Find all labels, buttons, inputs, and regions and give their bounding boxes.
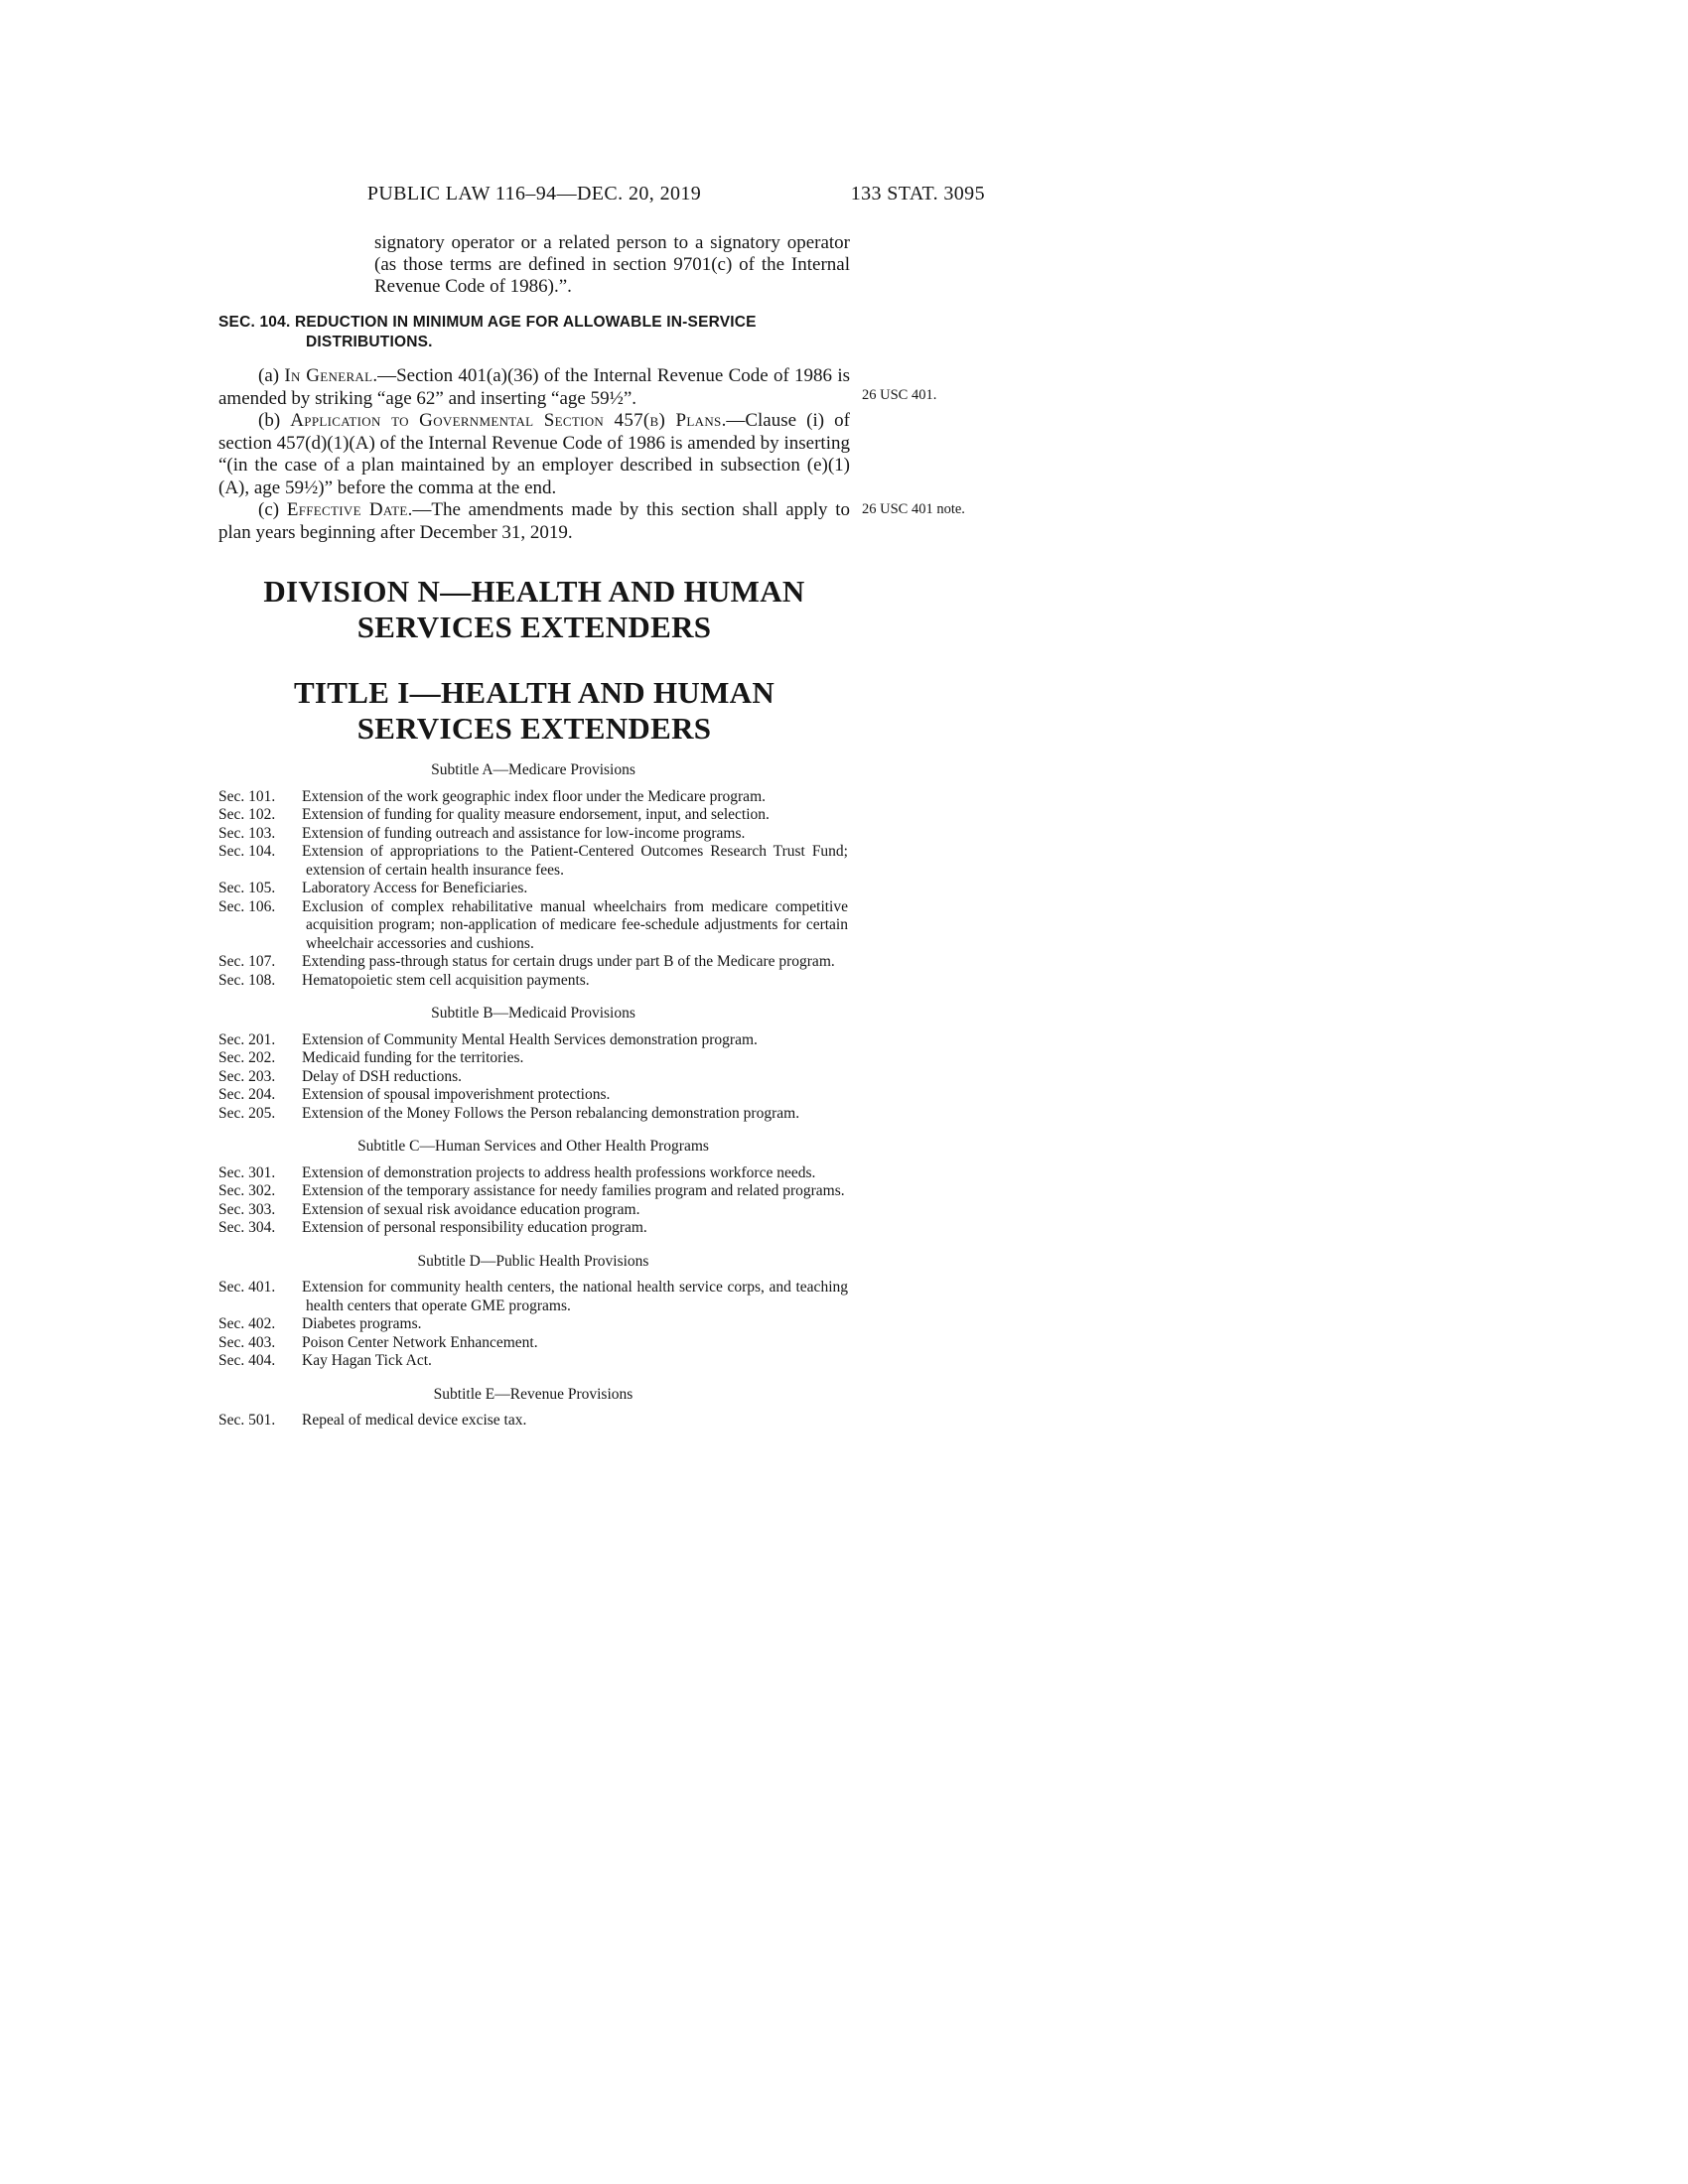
- toc-entry-text: Diabetes programs.: [302, 1315, 422, 1332]
- toc-subtitle-heading: Subtitle E—Revenue Provisions: [433, 1385, 633, 1403]
- page-sheet: [218, 183, 985, 1431]
- paragraph-b-text: [218, 410, 850, 499]
- toc-entry-number: Sec. 102.: [218, 806, 276, 823]
- toc-entry-number: Sec. 301.: [218, 1163, 276, 1181]
- toc-entry: [218, 1412, 848, 1431]
- toc-entry-text: Extension of the work geographic index floor under the Medicare program.: [302, 787, 766, 805]
- toc-entry: [218, 880, 848, 898]
- toc-entry-text: Kay Hagan Tick Act.: [302, 1352, 432, 1369]
- toc-subtitle-heading: Subtitle C—Human Services and Other Health Programs: [357, 1138, 709, 1155]
- quoted-continuation-text: signatory operator or a related person to a signatory operator (as those terms are defined in section 9701(c) of the Internal Revenue Code of 1986).”.: [374, 232, 850, 297]
- table-of-contents: [218, 761, 848, 1431]
- paragraph-b: [218, 410, 985, 499]
- toc-entry-number: Sec. 106.: [218, 897, 276, 915]
- toc-entry: [218, 1086, 848, 1105]
- toc-entry-number: Sec. 108.: [218, 971, 276, 989]
- toc-subtitle-heading: Subtitle A—Medicare Provisions: [431, 761, 635, 778]
- toc-entry: [218, 898, 848, 954]
- toc-group-subtitle-e: [218, 1386, 848, 1431]
- paragraph-a: [218, 365, 985, 410]
- section-104-heading: SEC. 104. REDUCTION IN MINIMUM AGE FOR ALLOWABLE IN-SERVICE DISTRIBUTIONS.: [218, 314, 757, 350]
- toc-group-subtitle-b: [218, 1005, 848, 1123]
- toc-group-subtitle-a: [218, 761, 848, 990]
- toc-entry-text: Extension of spousal impoverishment protections.: [302, 1086, 611, 1103]
- toc-entry-number: Sec. 105.: [218, 880, 276, 896]
- toc-entry-text: Extension of the Money Follows the Person rebalancing demonstration program.: [302, 1104, 800, 1122]
- stat-page-number: 133 STAT. 3095: [850, 183, 985, 205]
- toc-entry-text: Laboratory Access for Beneficiaries.: [302, 880, 528, 896]
- toc-entry-text: Extension of sexual risk avoidance education program.: [302, 1200, 640, 1218]
- paragraph-letter: (c): [258, 499, 280, 520]
- toc-entry-number: Sec. 402.: [218, 1315, 276, 1332]
- toc-entry-number: Sec. 404.: [218, 1352, 276, 1369]
- toc-entry-text: Extension of funding for quality measure endorsement, input, and selection.: [302, 806, 770, 823]
- toc-subtitle-heading: Subtitle B—Medicaid Provisions: [431, 1005, 635, 1022]
- toc-entry-number: Sec. 104.: [218, 843, 276, 860]
- division-n-heading: [218, 574, 850, 645]
- toc-entry-number: Sec. 202.: [218, 1049, 276, 1066]
- toc-entry-text: Extending pass-through status for certain drugs under part B of the Medicare program.: [302, 953, 835, 970]
- title-i-heading: [218, 675, 850, 747]
- toc-entry-text: Medicaid funding for the territories.: [302, 1049, 524, 1066]
- toc-entry-text: Repeal of medical device excise tax.: [302, 1412, 527, 1429]
- toc-entry-number: Sec. 204.: [218, 1086, 276, 1103]
- toc-entry: [218, 1315, 848, 1334]
- paragraph-body: .—The amendments made by this section shall apply to plan years beginning after December 31, 2019.: [218, 499, 851, 543]
- paragraph-body: .—Section 401(a)(36) of the Internal Revenue Code of 1986 is amended by striking “age 62” and inserting “age 59½”.: [218, 365, 850, 409]
- toc-entry-number: Sec. 101.: [218, 787, 276, 805]
- toc-entry-number: Sec. 107.: [218, 953, 276, 970]
- toc-entry: [218, 1201, 848, 1220]
- paragraph-label: In General: [284, 365, 373, 386]
- division-heading-line2: SERVICES EXTENDERS: [356, 610, 712, 644]
- toc-entry: [218, 1068, 848, 1087]
- toc-entry: [218, 1105, 848, 1124]
- toc-entry: [218, 972, 848, 991]
- toc-entry: [218, 1164, 848, 1183]
- toc-entry-number: Sec. 203.: [218, 1067, 276, 1085]
- toc-group-subtitle-d: [218, 1253, 848, 1371]
- toc-entry: [218, 1049, 848, 1068]
- paragraph-a-text: [218, 365, 850, 410]
- title-heading-line2: SERVICES EXTENDERS: [356, 711, 712, 746]
- toc-subtitle-heading: Subtitle D—Public Health Provisions: [417, 1252, 649, 1270]
- toc-entry: [218, 1334, 848, 1353]
- toc-entry-text: Extension for community health centers, the national health service corps, and teaching health centers that operate GME programs.: [302, 1279, 848, 1314]
- toc-entry-number: Sec. 302.: [218, 1182, 276, 1199]
- division-heading-line1: DIVISION N—HEALTH AND HUMAN: [263, 574, 805, 609]
- toc-entry-number: Sec. 201.: [218, 1030, 276, 1048]
- toc-entry: [218, 1219, 848, 1238]
- toc-entry-text: Extension of funding outreach and assistance for low-income programs.: [302, 824, 746, 842]
- toc-entry: [218, 825, 848, 844]
- paragraph-label: Effective Date: [286, 499, 408, 520]
- toc-entry-number: Sec. 304.: [218, 1219, 276, 1236]
- toc-entry-text: Extension of personal responsibility education program.: [302, 1219, 647, 1236]
- toc-entry-text: Delay of DSH reductions.: [302, 1067, 462, 1085]
- toc-entry-number: Sec. 501.: [218, 1412, 276, 1429]
- paragraph-c-text: [218, 499, 850, 544]
- paragraph-c: [218, 499, 985, 544]
- toc-entry: [218, 1352, 848, 1371]
- toc-entry-number: Sec. 205.: [218, 1104, 276, 1122]
- running-title: PUBLIC LAW 116–94—DEC. 20, 2019: [366, 183, 702, 205]
- toc-entry: [218, 806, 848, 825]
- toc-entry-text: Extension of the temporary assistance for needy families program and related programs.: [302, 1182, 845, 1199]
- toc-entry-text: Extension of appropriations to the Patient-Centered Outcomes Research Trust Fund; extension of certain health insurance fees.: [302, 843, 848, 879]
- toc-entry: [218, 1279, 848, 1315]
- toc-entry-text: Exclusion of complex rehabilitative manual wheelchairs from medicare competitive acquisition program; non-application of medicare fee-schedule adjustments for certain wheelchair accessories and cushions.: [302, 897, 848, 952]
- toc-entry-text: Hematopoietic stem cell acquisition payments.: [302, 971, 590, 989]
- toc-entry: [218, 788, 848, 807]
- toc-entry: [218, 1031, 848, 1050]
- paragraph-letter: (b): [258, 410, 281, 431]
- paragraph-body: .—Clause (i) of section 457(d)(1)(A) of the Internal Revenue Code of 1986 is amended by inserting “(in the case of a plan maintained by an employer described in subsection (e)(1)(A), age 59½)” before the comma at the end.: [218, 410, 850, 498]
- page-body: [218, 232, 965, 1431]
- toc-entry-text: Extension of demonstration projects to address health professions workforce needs.: [302, 1163, 816, 1181]
- toc-entry-number: Sec. 403.: [218, 1333, 276, 1351]
- title-heading-line1: TITLE I—HEALTH AND HUMAN: [293, 675, 775, 710]
- toc-entry-number: Sec. 303.: [218, 1200, 276, 1218]
- margin-note-usc-401-note: 26 USC 401 note.: [862, 501, 965, 517]
- page-header: [218, 183, 985, 208]
- toc-entry: [218, 953, 848, 972]
- toc-entry: [218, 1182, 848, 1201]
- toc-group-subtitle-c: [218, 1138, 848, 1238]
- toc-entry-number: Sec. 401.: [218, 1279, 276, 1296]
- paragraph-letter: (a): [258, 365, 280, 386]
- toc-entry-text: Poison Center Network Enhancement.: [302, 1333, 538, 1351]
- toc-entry: [218, 843, 848, 880]
- paragraph-label: Application to Governmental Section 457(b) Plans: [290, 410, 722, 431]
- toc-entry-number: Sec. 103.: [218, 824, 276, 842]
- margin-note-usc-401: 26 USC 401.: [862, 387, 937, 403]
- toc-entry-text: Extension of Community Mental Health Services demonstration program.: [302, 1030, 758, 1048]
